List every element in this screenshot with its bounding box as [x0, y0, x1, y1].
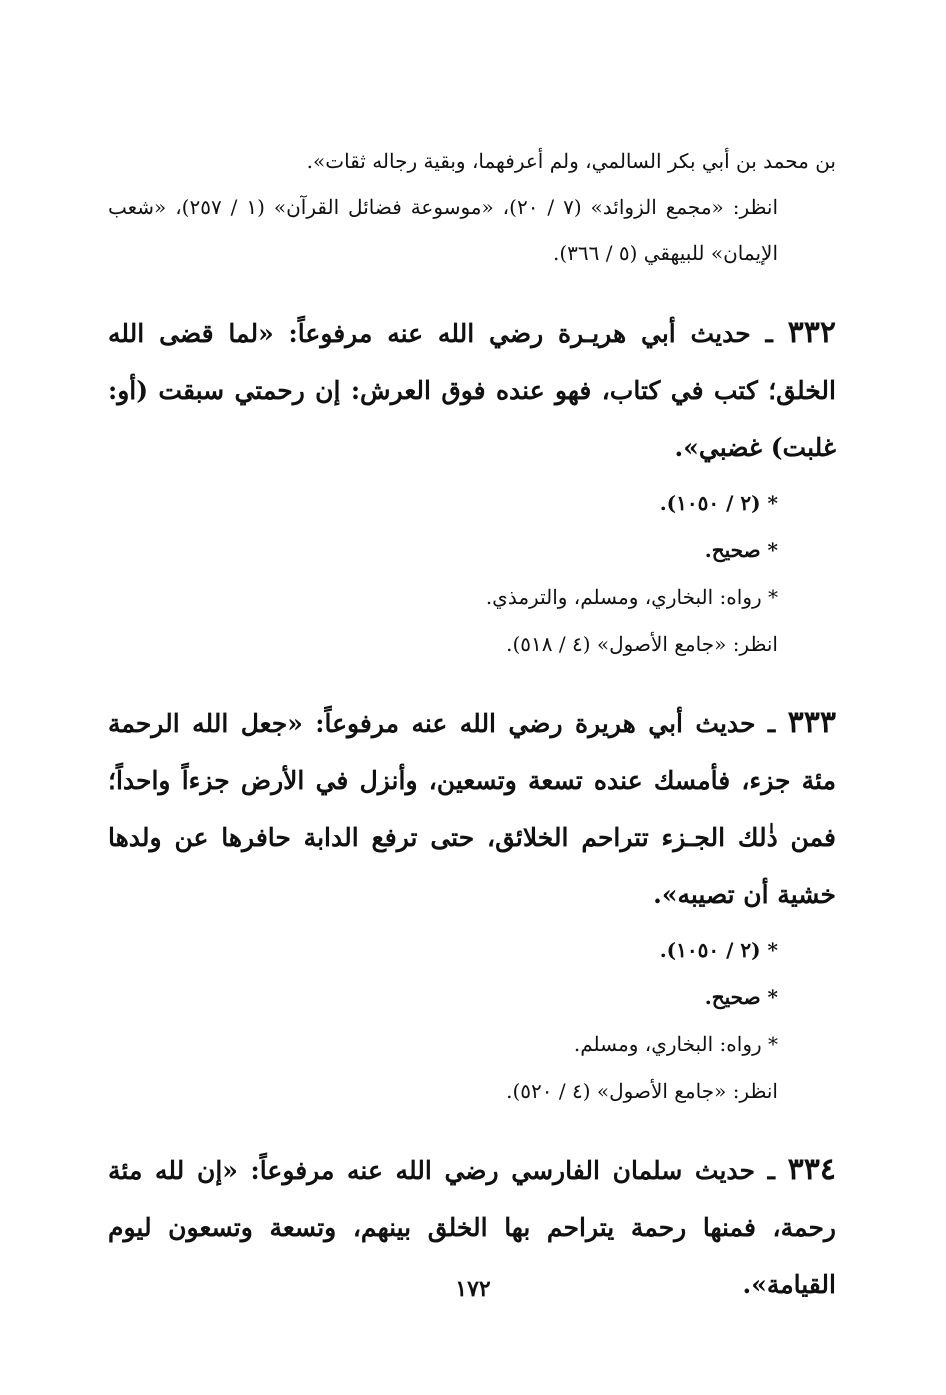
hadith-number: ٣٣٤: [787, 1152, 836, 1187]
book-page: [108, 138, 836, 1313]
hadith-body: ـ حديث أبي هريرة رضي الله عنه مرفوعاً: «جعل الله الرحمة مئة جزء، فأمسك عنده تسعة وتسعين، وأنزل في الأرض جزءاً واحداً؛ فمن ذٰلك الجـزء تتراحم الخلائق، حتى ترفع الدابة حافرها عن ولدها خشية أن تصيبه».: [108, 709, 836, 909]
note-ref: * (٢ / ١٠٥٠).: [659, 938, 778, 962]
hadith-text: [108, 304, 836, 476]
page-number: ١٧٢: [455, 1276, 491, 1302]
hadith-notes: [108, 476, 836, 668]
note-narrators: * رواه: البخاري، ومسلم.: [573, 1032, 778, 1056]
note-grade: * صحيح.: [704, 985, 778, 1009]
hadith-text: [108, 694, 836, 923]
note-narrators: * رواه: البخاري، ومسلم، والترمذي.: [485, 585, 778, 609]
hadith-body: ـ حديث سلمان الفارسي رضي الله عنه مرفوعاً: «إن لله مئة رحمة، فمنها رحمة يتراحم بها الخلق بينهم، وتسعة وتسعون ليوم القيامة».: [108, 1156, 836, 1299]
note-see: انظر: «جامع الأصول» (٤ / ٥٢٠).: [506, 1079, 778, 1103]
hadith-number: ٣٣٣: [787, 705, 836, 740]
hadith-entry: [108, 304, 836, 668]
hadith-notes: [108, 923, 836, 1115]
hadith-entry: [108, 694, 836, 1115]
note-see: انظر: «جامع الأصول» (٤ / ٥١٨).: [506, 632, 778, 656]
top-continuation-line: بن محمد بن أبي بكر السالمي، ولم أعرفهما، وبقية رجاله ثقات».: [306, 149, 836, 173]
top-reference-line: انظر: «مجمع الزوائد» (٧ / ٢٠)، «موسوعة فضائل القرآن» (١ / ٢٥٧)، «شعب الإيمان» للبيهقي (٥ / ٣٦٦).: [108, 195, 779, 265]
hadith-number: ٣٣٢: [787, 315, 836, 350]
hadith-body: ـ حديث أبي هريـرة رضي الله عنه مرفوعاً: «لما قضى الله الخلق؛ كتب في كتاب، فهو عنده فوق العرش: إن رحمتي سبقت (أو: غلبت) غضبي».: [108, 319, 836, 462]
note-grade: * صحيح.: [704, 538, 778, 562]
note-ref: * (٢ / ١٠٥٠).: [659, 491, 778, 515]
